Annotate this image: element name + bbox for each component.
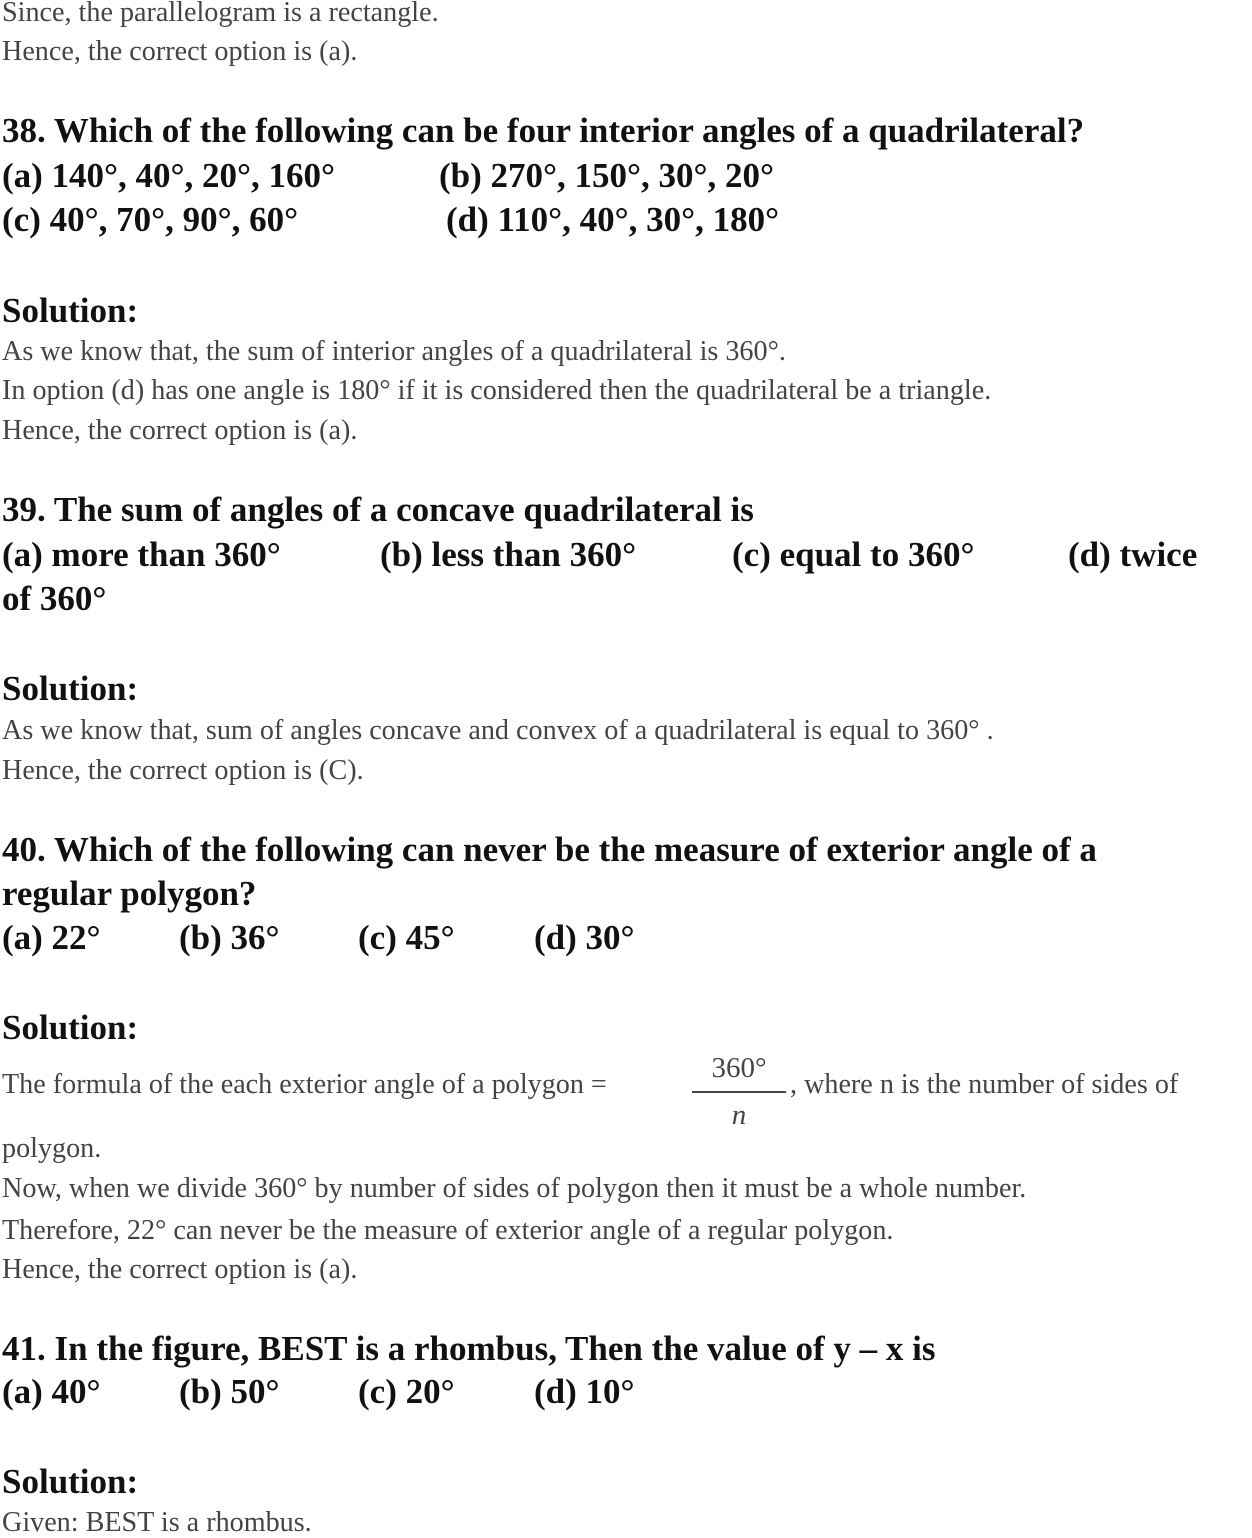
- text-line: Hence, the correct option is (C).: [2, 754, 364, 786]
- fraction-numerator: 360°: [692, 1052, 786, 1093]
- question-39: 39. The sum of angles of a concave quadrilateral is: [2, 490, 754, 529]
- formula-text: The formula of the each exterior angle of a polygon =: [2, 1068, 607, 1100]
- solution-heading: Solution:: [2, 1008, 139, 1047]
- solution-heading: Solution:: [2, 669, 139, 708]
- text-line: As we know that, the sum of interior angles of a quadrilateral is 360°.: [2, 335, 786, 367]
- question-40: 40. Which of the following can never be the measure of exterior angle of a: [2, 830, 1097, 869]
- option-c: (c) equal to 360°: [732, 535, 975, 574]
- fraction: [692, 1052, 786, 1132]
- text-line: Now, when we divide 360° by number of sides of polygon then it must be a whole number.: [2, 1172, 1027, 1204]
- option-c: (c) 20°: [358, 1372, 455, 1411]
- text-line: Hence, the correct option is (a).: [2, 414, 358, 446]
- option-b: (b) 270°, 150°, 30°, 20°: [439, 156, 775, 195]
- option-b: (b) 50°: [179, 1372, 280, 1411]
- text-line: As we know that, sum of angles concave and convex of a quadrilateral is equal to 360° .: [2, 714, 994, 746]
- option-a: (a) 22°: [2, 918, 101, 957]
- option-d-continued: of 360°: [2, 579, 107, 618]
- formula-after: , where n is the number of sides of: [790, 1068, 1179, 1100]
- option-a: (a) 140°, 40°, 20°, 160°: [2, 156, 336, 195]
- solution-heading: Solution:: [2, 1462, 139, 1501]
- option-b: (b) less than 360°: [380, 535, 637, 574]
- option-c: (c) 45°: [358, 918, 455, 957]
- text-line: Given: BEST is a rhombus.: [2, 1506, 312, 1538]
- fraction-denominator: n: [731, 1099, 747, 1131]
- option-b: (b) 36°: [179, 918, 280, 957]
- text-line: polygon.: [2, 1132, 102, 1164]
- text-line: Hence, the correct option is (a).: [2, 1253, 358, 1285]
- text-line: In option (d) has one angle is 180° if it is considered then the quadrilateral be a triangle.: [2, 374, 992, 406]
- option-d: (d) 110°, 40°, 30°, 180°: [446, 200, 780, 239]
- option-a: (a) more than 360°: [2, 535, 281, 574]
- option-d: (d) 30°: [534, 918, 635, 957]
- option-d: (d) 10°: [534, 1372, 635, 1411]
- option-a: (a) 40°: [2, 1372, 101, 1411]
- option-d: (d) twice: [1068, 535, 1198, 574]
- question-38: 38. Which of the following can be four interior angles of a quadrilateral?: [2, 111, 1085, 150]
- solution-heading: Solution:: [2, 291, 139, 330]
- question-41: 41. In the figure, BEST is a rhombus, Then the value of y – x is: [2, 1329, 936, 1368]
- option-c: (c) 40°, 70°, 90°, 60°: [2, 200, 299, 239]
- text-line: Therefore, 22° can never be the measure of exterior angle of a regular polygon.: [2, 1214, 894, 1246]
- question-40-continued: regular polygon?: [2, 874, 257, 913]
- text-line: Since, the parallelogram is a rectangle.: [2, 0, 439, 28]
- text-line: Hence, the correct option is (a).: [2, 35, 358, 67]
